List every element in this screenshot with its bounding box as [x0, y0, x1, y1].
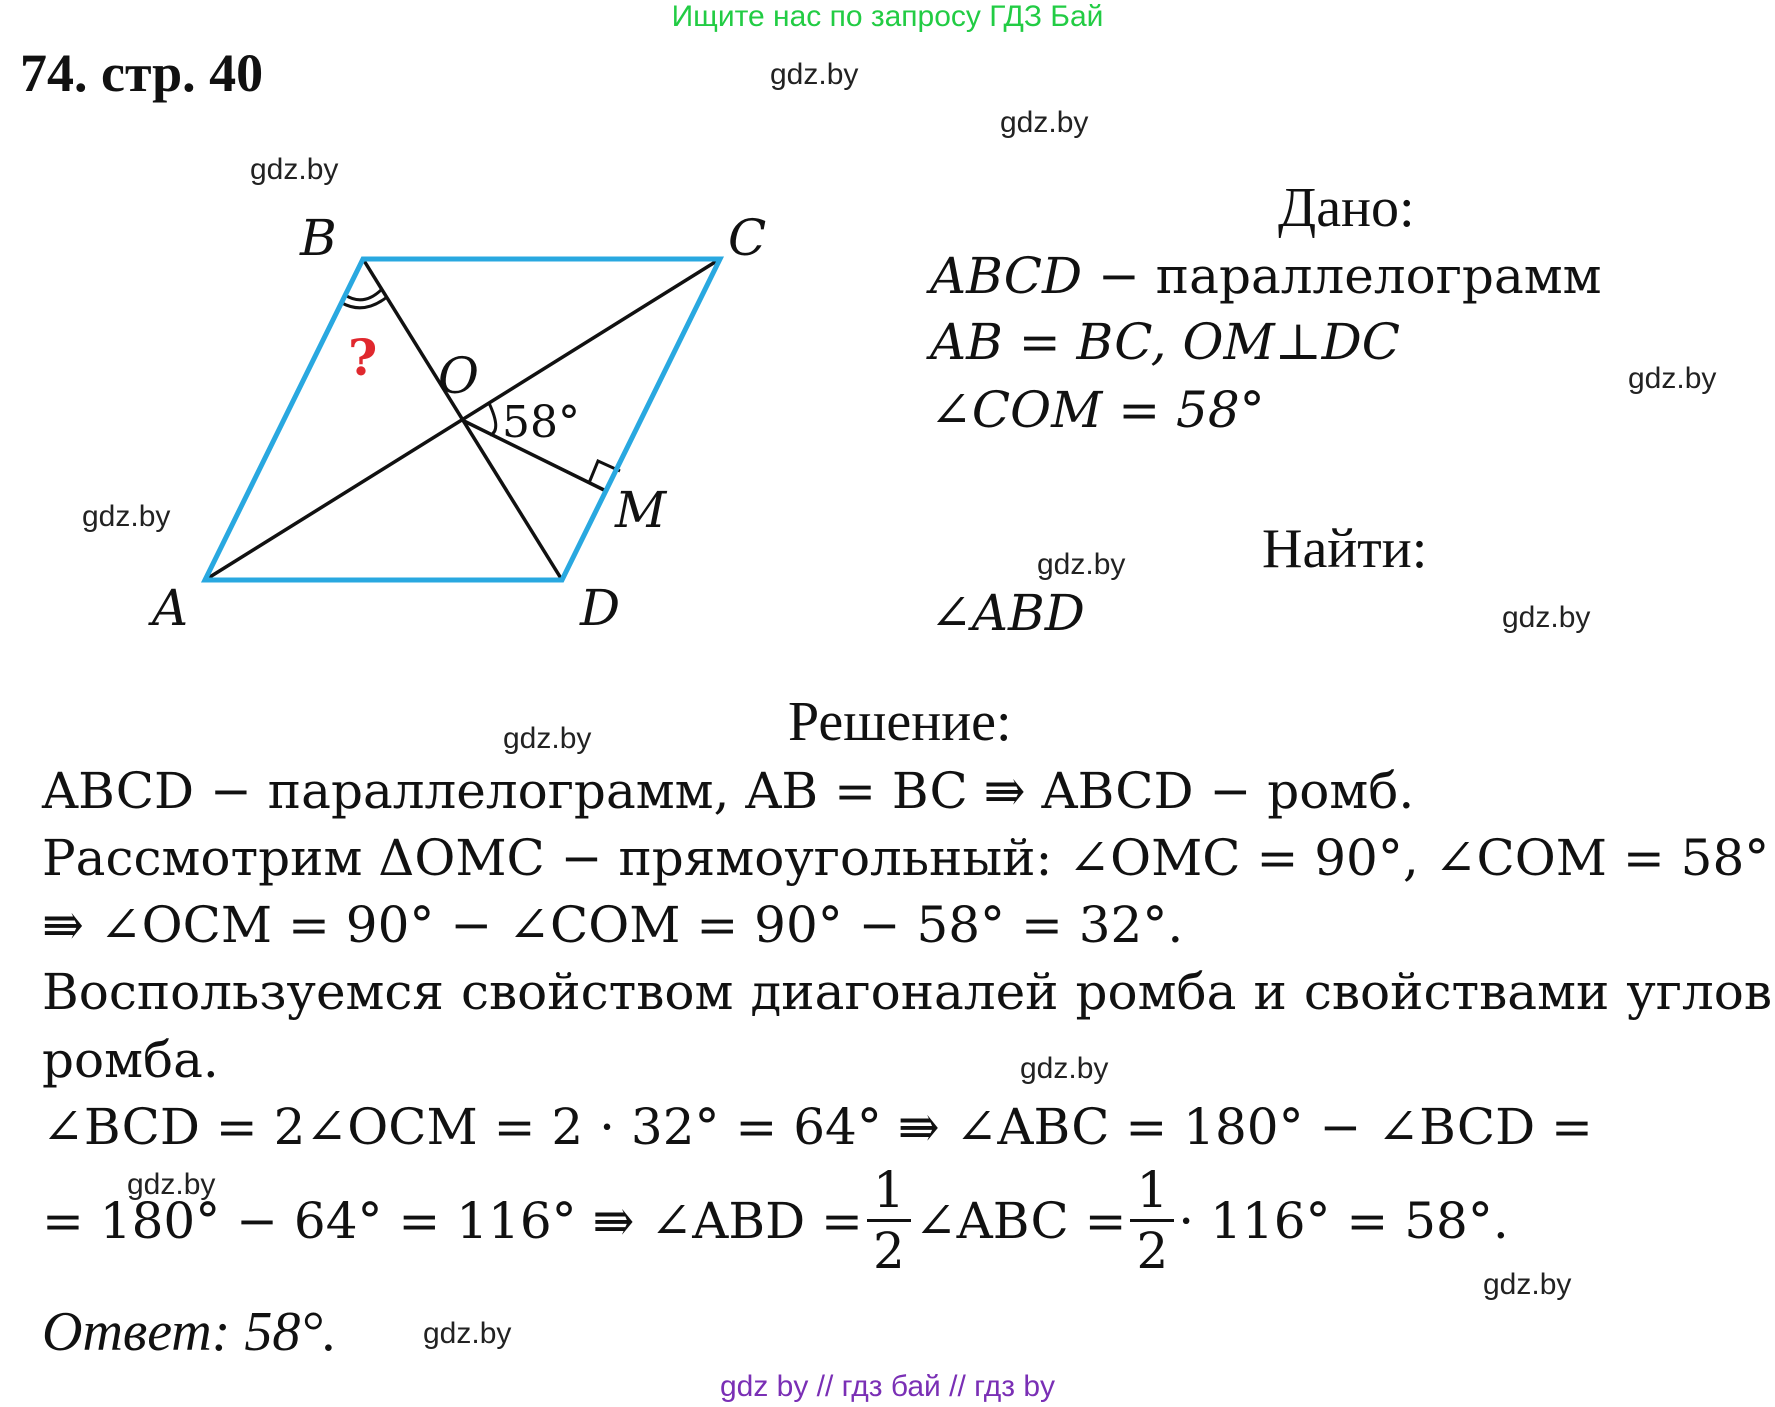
solution-line-4: Воспользуемся свойством диагоналей ромба и свойствами углов [42, 963, 1772, 1021]
given-line-3: ∠COM = 58° [930, 381, 1265, 439]
watermark: gdz.by [250, 153, 339, 186]
fraction-denominator: 2 [872, 1222, 905, 1280]
question-mark: ? [348, 328, 378, 387]
given-figure-desc: − параллелограмм [1082, 247, 1602, 305]
fraction-one-half [1130, 1161, 1174, 1280]
answer: Ответ: 58°. [42, 1301, 337, 1363]
watermark: gdz.by [1037, 548, 1126, 581]
solution-line-6: ∠BCD = 2∠OCM = 2 · 32° = 64° ⇛ ∠ABC = 180° − ∠BCD = [42, 1098, 1593, 1156]
watermark: gdz.by [1000, 106, 1089, 139]
watermark: gdz.by [503, 722, 592, 755]
footer-links[interactable]: gdz by // гдз бай // гдз by [719, 1370, 1056, 1403]
solution-line-7-part-3: · 116° = 58°. [1178, 1191, 1509, 1250]
watermark: gdz.by [423, 1317, 512, 1350]
watermark: gdz.by [1502, 601, 1591, 634]
watermark: gdz.by [770, 58, 859, 91]
solution-line-2: Рассмотрим ΔOMC − прямоугольный: ∠OMC = 90°, ∠COM = 58° [42, 829, 1770, 887]
fraction-numerator: 1 [1130, 1165, 1174, 1222]
given-heading: Дано: [1278, 177, 1415, 239]
solution-heading: Решение: [788, 691, 1012, 753]
watermark: gdz.by [1483, 1268, 1572, 1301]
label-o: O [438, 347, 479, 405]
label-d: D [580, 579, 621, 637]
solution-line-7-part-2: ∠ABC = [914, 1191, 1127, 1250]
rhombus-figure [130, 209, 767, 637]
solution-line-3: ⇛ ∠OCM = 90° − ∠COM = 90° − 58° = 32°. [42, 896, 1184, 954]
given-line-1 [930, 247, 1602, 305]
given-figure-name: ABCD [930, 247, 1083, 305]
label-c: C [728, 209, 767, 267]
solution-line-7 [42, 1161, 1509, 1280]
watermark: gdz.by [1020, 1052, 1109, 1085]
find-heading: Найти: [1262, 518, 1428, 580]
given-line-2: AB = BC, OM⊥DC [930, 313, 1401, 371]
solution-line-1: ABCD − параллелограмм, AB = BC ⇛ ABCD − ромб. [42, 762, 1415, 820]
top-banner[interactable]: Ищите нас по запросу ГДЗ Бай [671, 0, 1104, 33]
fraction-one-half [867, 1161, 911, 1280]
watermark: gdz.by [1628, 362, 1717, 395]
solution-line-7-part-1: = 180° − 64° = 116° ⇛ ∠ABD = [42, 1191, 863, 1250]
problem-title: 74. стр. 40 [20, 43, 264, 103]
watermark: gdz.by [82, 500, 171, 533]
label-a: A [152, 579, 189, 637]
angle-arc-com [489, 403, 496, 435]
watermark: gdz.by [127, 1168, 216, 1201]
solution-line-5: ромба. [42, 1031, 219, 1089]
fraction-numerator: 1 [867, 1165, 911, 1222]
angle-label: 58° [502, 397, 580, 448]
label-b: B [300, 209, 337, 267]
find-value: ∠ABD [930, 584, 1085, 642]
label-m: M [615, 481, 667, 539]
fraction-denominator: 2 [1136, 1222, 1169, 1280]
